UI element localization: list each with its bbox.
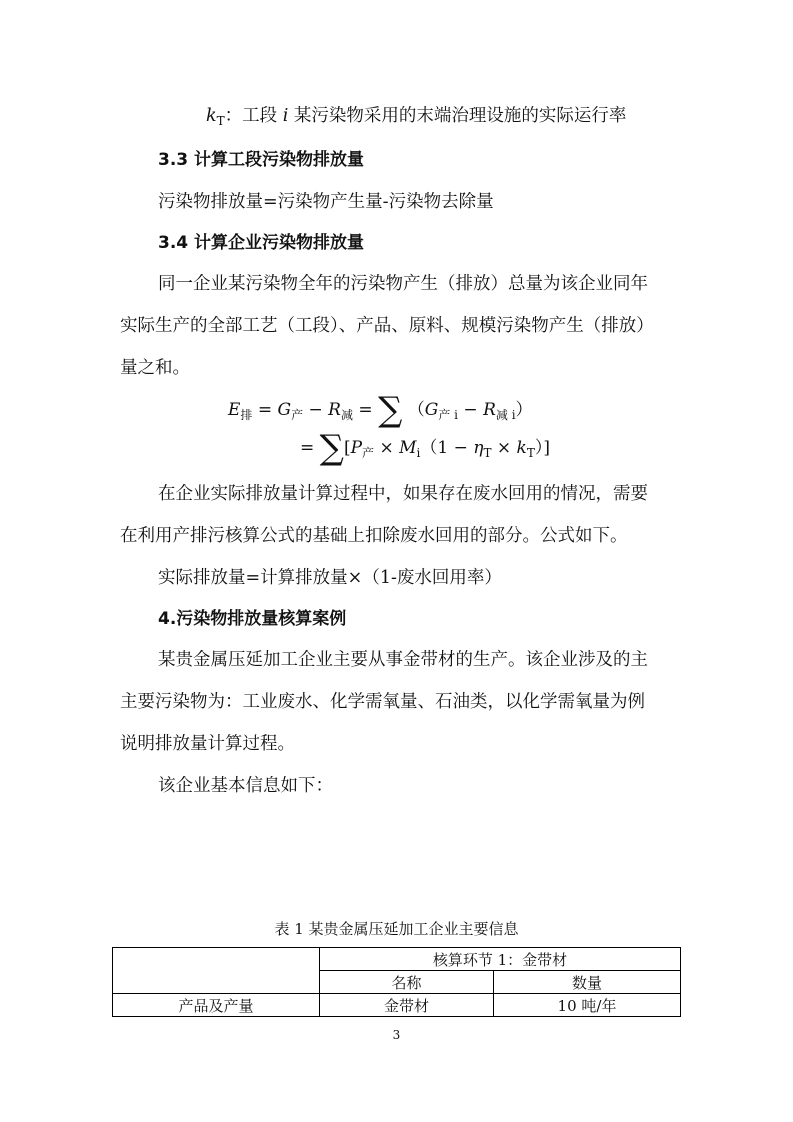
formula-g-sub: 产 [291,408,304,422]
heading-4: 4.污染物排放量核算案例 [158,609,347,629]
para-actual: 实际排放量=计算排放量×（1-废水回用率） [158,568,502,588]
formula-e: E [228,400,241,420]
formula-r-sub: 减 [340,408,353,422]
para-reuse-line-2: 在利用产排污核算公式的基础上扣除废水回用的部分。公式如下。 [120,526,628,546]
kt-symbol: k [206,106,217,126]
table-col-qty: 数量 [494,971,681,994]
formula-k-sub: T [526,446,535,460]
table-row-label: 产品及产量 [113,994,320,1017]
formula-line-1: $E_排 = G_产 - R_减$ = ∑ $(G_{产 i} - R_{减 i})$ [228,390,533,430]
table-row-name: 金带材 [320,994,494,1017]
kt-var-i: i [282,106,289,126]
para-3-4-line-1: 同一企业某污染物全年的污染物产生（排放）总量为该企业同年 [158,274,648,294]
formula-r: R [328,400,341,420]
formula-g-i: G [424,400,439,420]
formula-g-i-sub: 产 i [438,408,458,422]
table-row-qty: 10 吨/年 [494,994,681,1017]
formula-p: P [350,438,363,458]
formula-g: G [277,400,292,420]
table-row [113,948,681,971]
heading-3-3: 3.3 计算工段污染物排放量 [158,150,365,170]
para-3-4-line-3: 量之和。 [120,358,190,378]
kt-text-b: 某污染物采用的末端治理设施的实际运行率 [293,106,627,126]
kt-definition [206,104,626,133]
heading-3-4: 3.4 计算企业污染物排放量 [158,233,365,253]
formula-paren-open: （ [407,400,425,420]
formula-eta: η [473,438,484,458]
formula-line-2: = $\sum[P_产 \times M_i(1 - \eta_T \times k_T)]$ [300,428,550,468]
formula-eta-sub: T [483,446,492,460]
table-row [113,994,681,1017]
formula-k: k [516,438,527,458]
info-table [112,947,681,1017]
para-4-line-2: 主要污染物为：工业废水、化学需氧量、石油类，以化学需氧量为例 [120,692,645,712]
formula-e-sub: 排 [240,408,253,422]
formula-p-sub: 产 [362,446,375,460]
para-3-4-line-2: 实际生产的全部工艺（工段）、产品、原料、规模污染物产生（排放） [120,316,654,336]
para-3-3: 污染物排放量=污染物产生量-污染物去除量 [158,192,494,212]
formula-sigma-1: ∑ [378,390,403,430]
para-4-line-1: 某贵金属压延加工企业主要从事金带材的生产。该企业涉及的主 [158,650,648,670]
formula-m-sub: i [416,446,421,460]
kt-symbol-sub: T [216,114,225,128]
page-number: 3 [392,1028,401,1042]
formula-m: M [399,438,417,458]
table-empty-cell [113,948,320,994]
formula-r-i: R [483,400,496,420]
formula-paren-close: ） [515,400,533,420]
para-basic-info: 该企业基本信息如下： [158,776,333,796]
table-section-header: 核算环节 1：金带材 [320,948,681,971]
para-4-line-3: 说明排放量计算过程。 [120,734,295,754]
table-caption: 表 1 某贵金属压延加工企业主要信息 [274,920,519,938]
formula-r-i-sub: 减 i [495,408,516,422]
formula-one: 1 [437,438,449,458]
formula-sigma-2: ∑ [319,428,344,468]
table-col-name: 名称 [320,971,494,994]
kt-text-a: ：工段 [224,106,278,126]
para-reuse-line-1: 在企业实际排放量计算过程中，如果存在废水回用的情况，需要 [158,484,648,504]
